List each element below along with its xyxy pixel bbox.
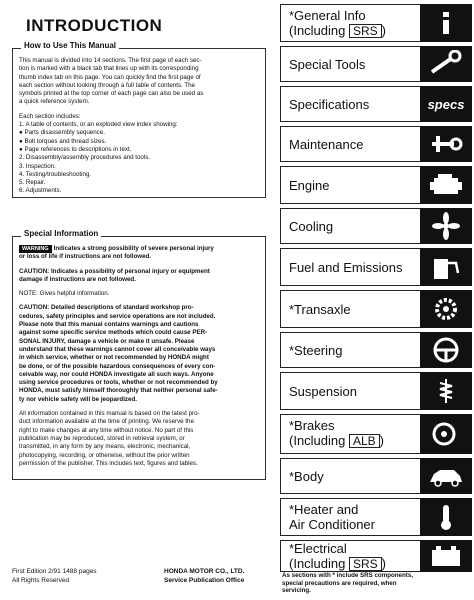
steering-wheel-icon: [420, 332, 472, 368]
wrench-icon: [420, 46, 472, 82]
section-transaxle[interactable]: *Transaxle: [278, 290, 472, 328]
company-name: HONDA MOTOR CO., LTD.: [164, 568, 245, 575]
howto-heading: How to Use This Manual: [21, 41, 119, 50]
specs-icon: specs: [420, 86, 472, 122]
section-special-tools[interactable]: Special Tools: [278, 46, 472, 82]
srs-badge: SRS: [349, 24, 382, 38]
info-icon: [420, 4, 472, 42]
srs-badge: SRS: [349, 557, 382, 571]
howto-intro: This manual is divided into 14 sections. The first page of each sec- tion is marked with a black tab that lines up with its corresponding thumb index tab on this page. You can quickly find the first page of each section without looking through a full table of contents. The symbols printed at the top corner of each page can also be used as a quick reference system.: [19, 57, 204, 106]
engine-icon: [420, 166, 472, 204]
section-body[interactable]: *Body: [278, 458, 472, 494]
section-engine[interactable]: Engine: [278, 166, 472, 204]
special-heading: Special Information: [21, 229, 101, 238]
page-title: INTRODUCTION: [26, 16, 163, 35]
caution-2: CAUTION: Detailed descriptions of standard workshop pro- cedures, safety principles and service operations are not included. Please note that this manual contains warnings and cautions against some specific service methods which could cause PER- SONAL INJURY, damage a vehicle or make it unsafe. Please understand that these warnings cannot cover all conceivable ways in which service, whether or not recommended by HONDA might be done, or of the possible hazardous consequences of every con- ceivable way, nor could HONDA investigate all such ways. Anyone using service procedures or tools, whether or not recommended by HONDA, must satisfy himself thoroughly that neither personal safe- ty nor vehicle safety will be jeopardized.: [19, 304, 218, 403]
rights-text: All Rights Reserved: [12, 577, 70, 584]
section-fuel-emissions[interactable]: Fuel and Emissions: [278, 248, 472, 286]
publication-office: Service Publication Office: [164, 577, 245, 584]
car-body-icon: [420, 458, 472, 494]
section-heater-ac[interactable]: *Heater and Air Conditioner: [278, 498, 472, 536]
gear-icon: [420, 290, 472, 328]
left-column: [6, 0, 266, 600]
shock-absorber-icon: [420, 372, 472, 410]
edition-text: First Edition 2/91 1488 pages: [12, 568, 97, 575]
caution-1: CAUTION: Indicates a possibility of personal injury or equipment damage if instructions are not followed.: [19, 267, 210, 283]
warning-badge: WARNING: [19, 245, 52, 253]
section-suspension[interactable]: Suspension: [278, 372, 472, 410]
battery-icon: [420, 540, 472, 572]
section-index: [272, 0, 474, 600]
sections-footnote: As sections with * include SRS components, special precautions are required, when servicing.: [282, 572, 413, 594]
brake-disc-icon: [420, 414, 472, 454]
section-brakes[interactable]: *Brakes (Including ALB ): [278, 414, 472, 454]
thermometer-icon: [420, 498, 472, 536]
note-text: NOTE: Gives helpful information.: [19, 290, 110, 298]
section-specifications[interactable]: Specifications specs: [278, 86, 472, 122]
includes-heading: Each section includes:: [19, 112, 81, 120]
section-electrical[interactable]: *Electrical (Including SRS ): [278, 540, 472, 572]
section-steering[interactable]: *Steering: [278, 332, 472, 368]
section-maintenance[interactable]: Maintenance: [278, 126, 472, 162]
special-box: [12, 229, 266, 480]
section-general-info[interactable]: *General Info (Including SRS ): [278, 4, 472, 42]
maintenance-icon: [420, 126, 472, 162]
info-text: All information contained in this manual is based on the latest pro- duct information available at the time of printing. We reserve the right to make changes at any time without notice. No part of this publication may be reproduced, stored in retrieval system, or transmitted, in any form by any means, electronic, mechanical, photocopying, recording, or otherwise, without the prior written permission of the publisher. This includes text, figures and tables.: [19, 410, 200, 467]
fuel-pump-icon: [420, 248, 472, 286]
includes-list: 1. A table of contents, or an exploded view index showing: ● Parts disassembly sequence. ● Bolt torques and thread sizes. ● Page references to descriptions in text. 2. Disassembly/assembly procedures and tools. 3. Inspection. 4. Testing/troubleshooting. 5. Repair. 6. Adjustments.: [19, 121, 178, 195]
howto-box: [12, 41, 266, 198]
section-cooling[interactable]: Cooling: [278, 208, 472, 244]
warning-text: Indicates a strong possibility of severe personal injury or loss of life if instructions are not followed.: [19, 245, 214, 261]
fan-icon: [420, 208, 472, 244]
alb-badge: ALB: [349, 434, 380, 448]
